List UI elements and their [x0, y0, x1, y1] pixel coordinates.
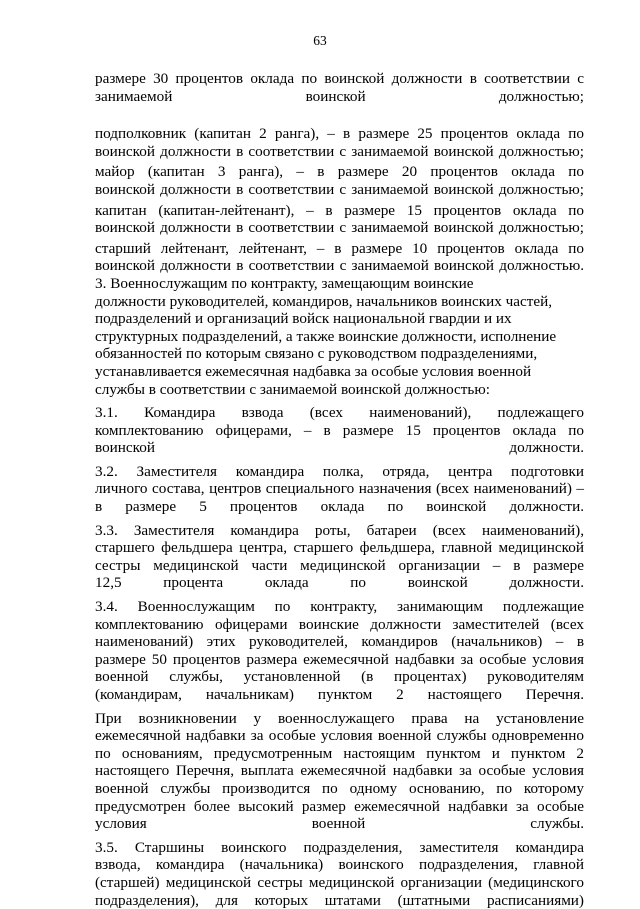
paragraph-section-3: 3. Военнослужащим по контракту, замещающим воинские должности руководителей, командиров, начальников воинских частей, подразделений и организаций войск национальной гвардии и их структурных подразделений, а также воинские должности, исполнение обязанностей по которым связано с руководством подразделениями, устанавливается ежемесячная надбавка за особые условия военной службы в соответствии с занимаемой воинской должностью:	[95, 274, 557, 398]
paragraph-section-3-4: 3.4. Военнослужащим по контракту, занимающим подлежащие комплектованию офицерами воинские должности заместителей (всех наименований) этих руководителей, командиров (начальников) – в размере 50 процентов размера ежемесячной надбавки за особые условия военной службы, установленной (в процентах) руководителям (командирам, начальникам) пунктом 2 настоящего Перечня.	[95, 598, 584, 703]
paragraph-multiple-grounds: При возникновении у военнослужащего права на установление ежемесячной надбавки за особые условия военной службы одновременно по основаниям, предусмотренным настоящим пунктом и пунктом 2 настоящего Перечня, выплата ежемесячной надбавки за особые условия военной службы производится по одному основанию, по которому предусмотрен более высокий размер ежемесячной надбавки за особые условия военной службы.	[95, 709, 584, 833]
paragraph-section-3-1: 3.1. Командира взвода (всех наименований), подлежащего комплектованию офицерами, – в размере 15 процентов оклада по воинской должности.	[95, 404, 584, 457]
paragraph-kapitan: капитан (капитан-лейтенант), – в размере 15 процентов оклада по воинской должности в соответствии с занимаемой воинской должностью;	[95, 201, 584, 237]
paragraph-leytenant: старший лейтенант, лейтенант, – в размере 10 процентов оклада по воинской должности в соответствии с занимаемой воинской должностью.	[95, 239, 584, 275]
paragraph-section-3-3: 3.3. Заместителя командира роты, батареи (всех наименований), старшего фельдшера центра, старшего фельдшера, главной медицинской сестры медицинской части медицинской организации – в размере 12,5 процента оклада по воинской должности.	[95, 521, 584, 592]
paragraph-section-3-2: 3.2. Заместителя командира полка, отряда, центра подготовки личного состава, центров специального назначения (всех наименований) – в размере 5 процентов оклада по воинской должности.	[95, 462, 584, 516]
paragraph-intro: размере 30 процентов оклада по воинской должности в соответствии с занимаемой воинской должностью;	[95, 70, 584, 105]
document-body	[95, 70, 584, 909]
page-number: 63	[313, 33, 327, 48]
paragraph-section-3-5: 3.5. Старшины воинского подразделения, заместителя командира взвода, командира (начальника) воинского подразделения, главной (старшей) медицинской сестры медицинской организации (медицинского подразделения), для которых штатами (штатными расписаниями)	[95, 838, 584, 909]
paragraph-mayor: майор (капитан 3 ранга), – в размере 20 процентов оклада по воинской должности в соответствии с занимаемой воинской должностью;	[95, 163, 584, 198]
paragraph-podpolkovnik: подполковник (капитан 2 ранга), – в размере 25 процентов оклада по воинской должности в соответствии с занимаемой воинской должностью;	[95, 125, 584, 160]
